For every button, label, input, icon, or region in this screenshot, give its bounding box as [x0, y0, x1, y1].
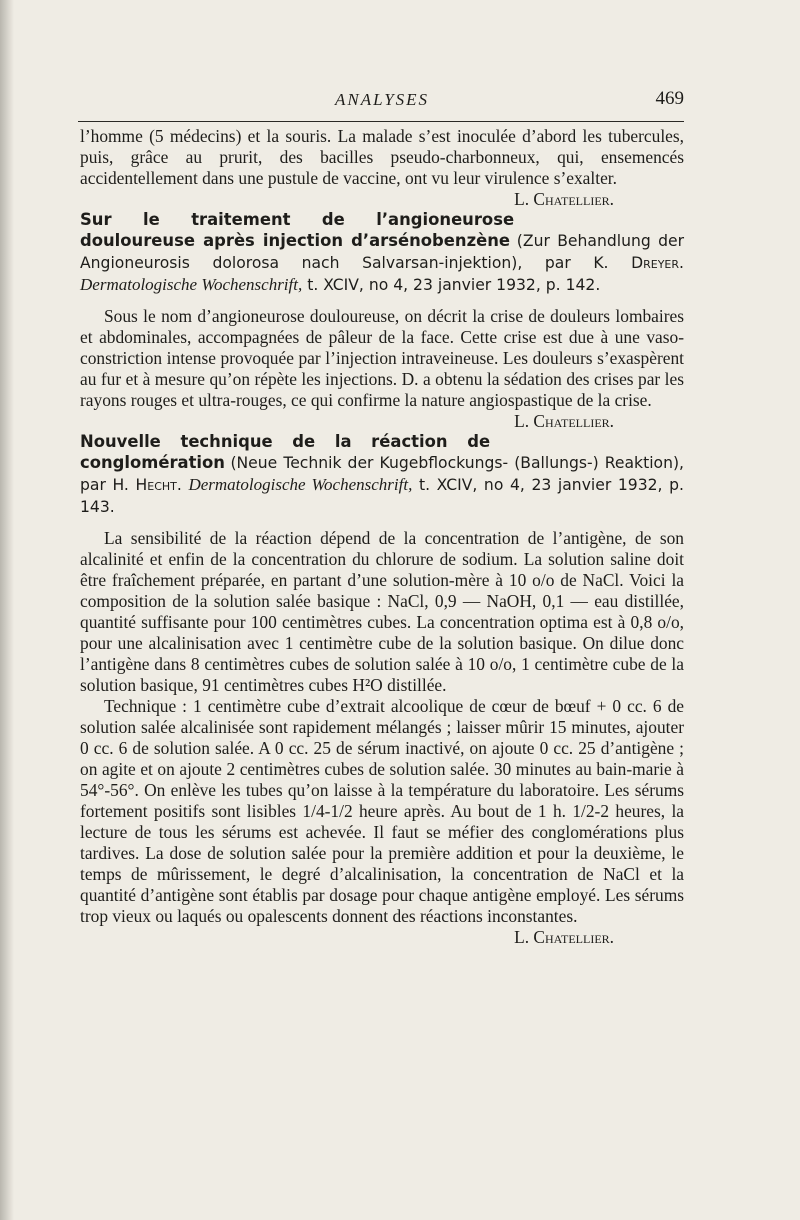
header-rule [78, 121, 684, 122]
intro-text: l’homme (5 médecins) et la souris. La malade s’est inoculée d’abord les tubercules, puis, grâce au prurit, des bacilles pseudo-charbonneux, qui, ensemencés accidentellement dans une pustule de vaccine, ont vu leur virulence s’exalter. [80, 126, 684, 188]
article1-author: Dreyer [631, 254, 680, 272]
article1-title: Sur le traitement de l’angioneurose douloureuse après injection d’arsénobenzène [80, 210, 515, 250]
page-header [80, 88, 684, 118]
intro-signature: L. Chatellier. [514, 189, 614, 209]
article1-heading [80, 209, 684, 296]
article2-title: Nouvelle technique de la réaction de conglomération [80, 432, 491, 472]
article1-signature: L. Chatellier. [514, 411, 614, 431]
page-number: 469 [655, 88, 684, 109]
article2-signature: L. Chatellier. [514, 927, 614, 947]
page-edge-shadow [0, 0, 14, 1220]
page-content [80, 126, 684, 948]
article2-ref: (Neue Technik der Kugebflockungs- (Ballungs-) Reaktion), par H. Hecht. Dermatologische Wochenschrift, t. XCIV, no 4, 23 janvier 1932, p. 143. [80, 454, 684, 516]
intro-paragraph [80, 126, 684, 209]
article2-journal: Dermatologische Wochenschrift, [188, 475, 413, 494]
article2-paragraph-1: La sensibilité de la réaction dépend de la concentration de l’antigène, de son alcalinité et enfin de la concentration du chlorure de sodium. La solution saline doit être fraîchement préparée, en partant d’une solution-mère à 10 o/o de NaCl. Voici la composition de la solution salée basique : NaCl, 0,9 — NaOH, 0,1 — eau distillée, quantité suffisante pour 100 centimètres cubes. La concentration optima est à 0,8 o/o, pour une alcalinisation avec 1 centimètre cube de la solution basique. On dilue donc l’antigène dans 8 centimètres cubes de solution salée à 10 o/o, 1 centimètre cube de la solution basique, 91 centimètres cubes H²O distillée. [80, 528, 684, 695]
article1-body: Sous le nom d’angioneurose douloureuse, on décrit la crise de douleurs lombaires et abdominales, accompagnées de pâleur de la face. Cette crise est due à une vaso-constriction intense provoquée par l’injection intraveineuse. Les douleurs s’exaspèrent au fur et à mesure qu’on répète les injections. D. a obtenu la sédation des crises par les rayons rouges et ultra-rouges, ce qui confirme la nature angiospastique de la crise. L. Chatellier. [80, 306, 684, 431]
article1-journal: Dermatologische Wochenschrift, [80, 275, 303, 294]
article2-author: Hecht [135, 476, 177, 494]
running-title: ANALYSES [334, 90, 430, 109]
article2-heading [80, 431, 684, 518]
article1-ref: (Zur Behandlung der Angioneurosis dolorosa nach Salvarsan-injektion), par K. Dreyer. Dermatologische Wochenschrift, t. XCIV, no 4, 23 janvier 1932, p. 142. [80, 232, 684, 294]
article2-paragraph-2: Technique : 1 centimètre cube d’extrait alcoolique de cœur de bœuf + 0 cc. 6 de solution salée alcalinisée sont rapidement mélangés ; laisser mûrir 15 minutes, ajouter 0 cc. 6 de solution salée. A 0 cc. 25 de sérum inactivé, on ajoute 0 cc. 25 d’antigène ; on agite et on ajoute 2 centimètres cubes de solution salée. 30 minutes au bain-marie à 54°-56°. On enlève les tubes qu’on laisse à la température du laboratoire. Les sérums fortement positifs sont lisibles 1/4-1/2 heure après. Au bout de 1 h. 1/2-2 heures, la lecture de tous les sérums est achevée. Il faut se méfier des conglomérations plus tardives. La dose de solution salée pour la première addition et pour la deuxième, le temps de mûrissement, le degré d’alcalinisation, la concentration de NaCl et la quantité d’antigène sont établis par dosage pour chaque antigène employé. Les sérums trop vieux ou laqués ou opalescents donnent des réactions inconstantes. [80, 696, 684, 926]
